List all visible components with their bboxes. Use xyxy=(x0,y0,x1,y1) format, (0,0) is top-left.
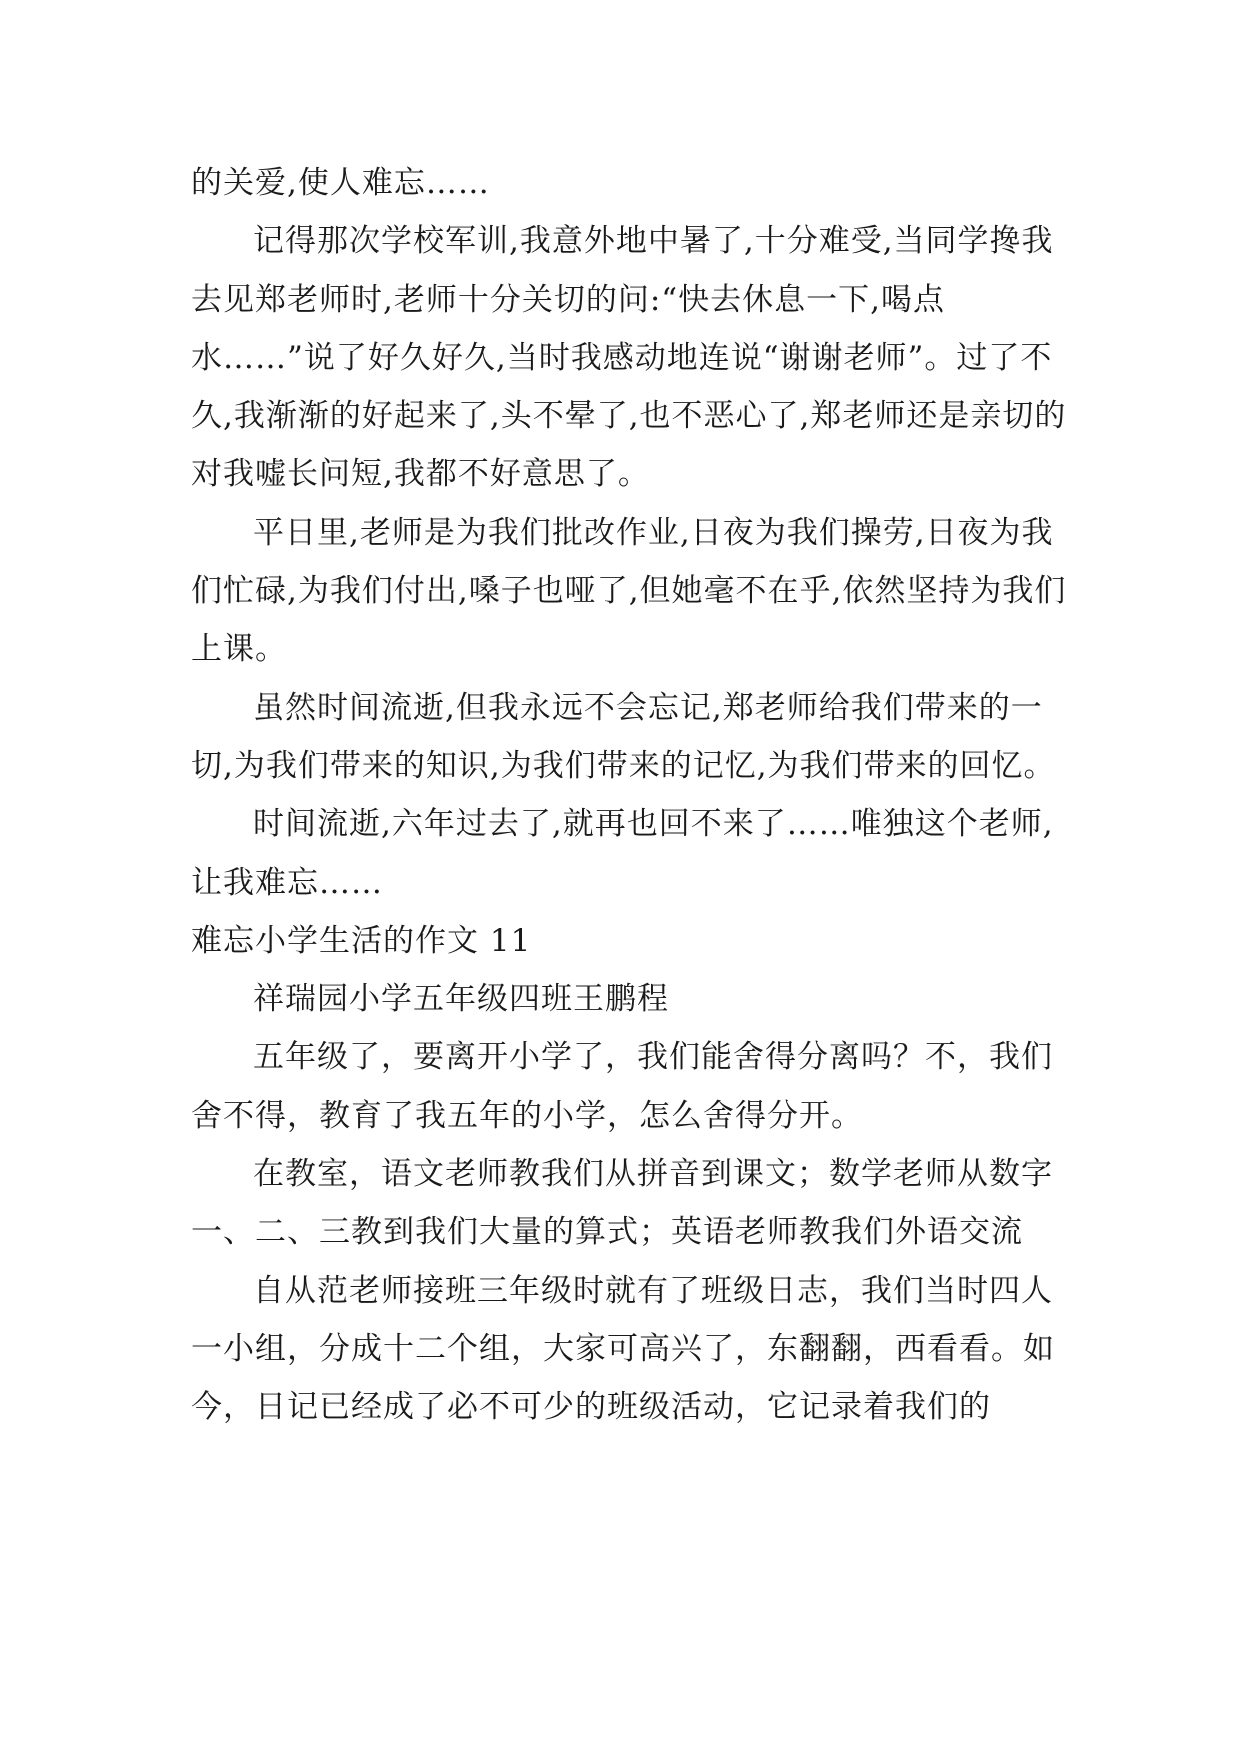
document-body xyxy=(191,154,1071,1437)
paragraph-3: 平日里,老师是为我们批改作业,日夜为我们操劳,日夜为我们忙碌,为我们付出,嗓子也哑了,但她毫不在乎,依然坚持为我们上课。 xyxy=(191,514,1067,668)
paragraph-4: 虽然时间流逝,但我永远不会忘记,郑老师给我们带来的一切,为我们带来的知识,为我们带来的记忆,为我们带来的回忆。 xyxy=(191,689,1056,784)
paragraph-1: 的关爱,使人难忘…… xyxy=(191,165,490,201)
paragraph-5: 时间流逝,六年过去了,就再也回不来了……唯独这个老师,让我难忘…… xyxy=(191,806,1054,901)
paragraph-6: 五年级了，要离开小学了，我们能舍得分离吗？不，我们舍不得，教育了我五年的小学，怎么舍得分开。 xyxy=(191,1039,1053,1134)
paragraph-8: 自从范老师接班三年级时就有了班级日志，我们当时四人一小组，分成十二个组，大家可高兴了，东翻翻，西看看。如今，日记已经成了必不可少的班级活动，它记录着我们的 xyxy=(191,1272,1055,1426)
author-line: 祥瑞园小学五年级四班王鹏程 xyxy=(253,981,669,1018)
section-heading: 难忘小学生活的作文 11 xyxy=(191,922,532,959)
paragraph-2: 记得那次学校军训,我意外地中暑了,十分难受,当同学搀我去见郑老师时,老师十分关切的问:“快去休息一下,喝点水……”说了好久好久,当时我感动地连说“谢谢老师”。过了不久,我渐渐的好起来了,头不晕了,也不恶心了,郑老师还是亲切的对我嘘长问短,我都不好意思了。 xyxy=(191,223,1067,493)
paragraph-7: 在教室，语文老师教我们从拼音到课文；数学老师从数字一、二、三教到我们大量的算式；英语老师教我们外语交流 xyxy=(191,1156,1053,1251)
